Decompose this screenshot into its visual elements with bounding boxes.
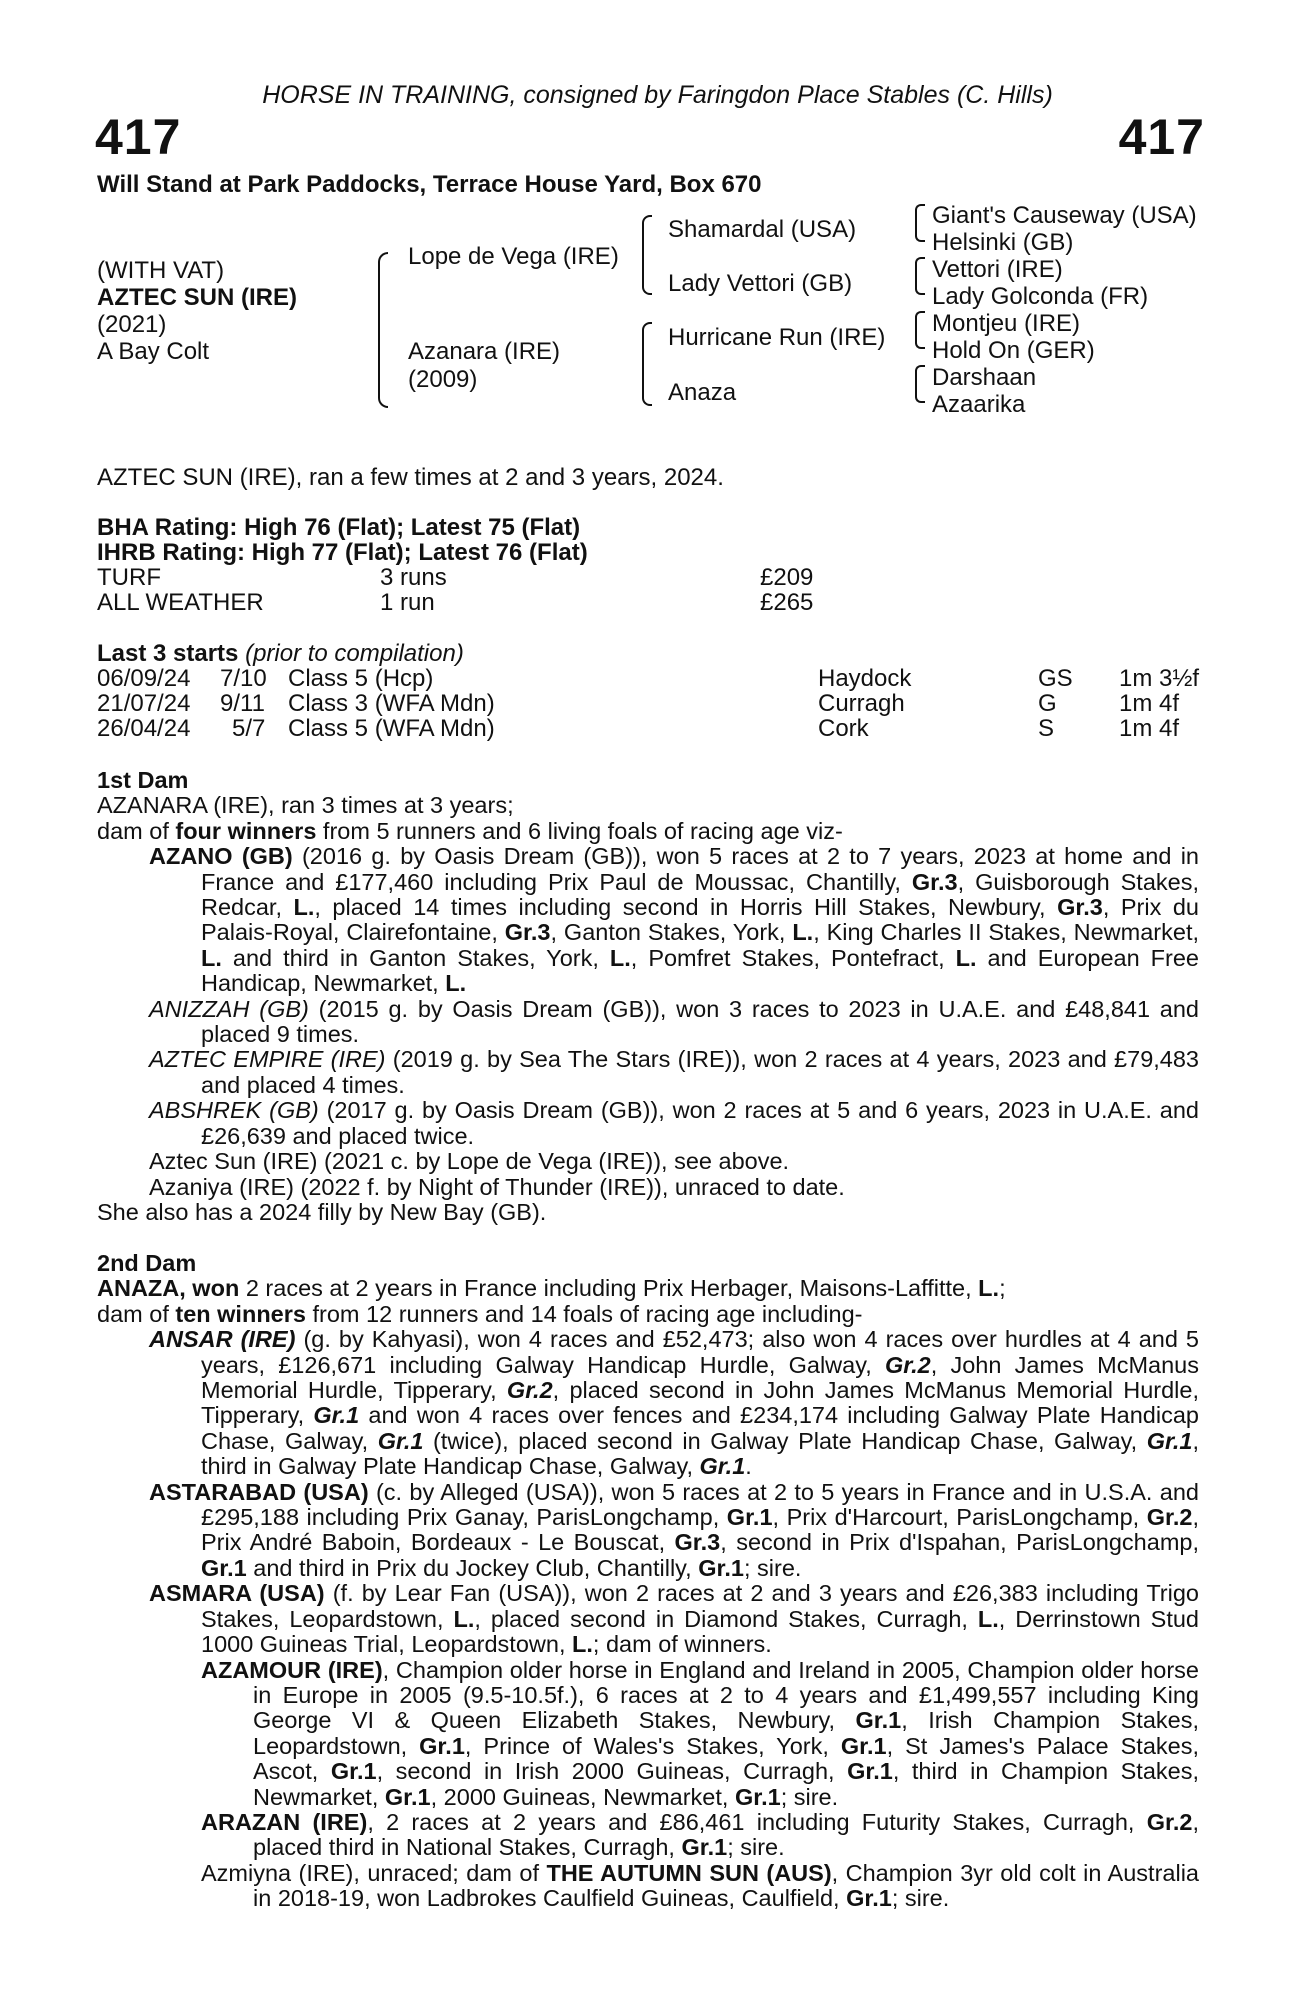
dam: Azanara (IRE)	[408, 338, 561, 365]
horse-name: AZTEC SUN (IRE)	[97, 284, 297, 311]
turf-earnings: £209	[760, 564, 814, 591]
grand-sire-2: Helsinki (GB)	[932, 229, 1074, 256]
grand-sire-6: Hold On (GER)	[932, 337, 1095, 364]
grand-sire-4: Lady Golconda (FR)	[932, 283, 1149, 310]
foal-azmiyna: Azmiyna (IRE), unraced; dam of THE AUTUMN SUN (AUS), Champion 3yr old colt in Australia in 2018-19, won Ladbrokes Caulfield Guineas, Caulfield, Gr.1; sire.	[201, 1859, 1199, 1912]
vat-note: (WITH VAT)	[97, 257, 225, 284]
anaza-record: ANAZA, won 2 races at 2 years in France including Prix Herbager, Maisons-Laffitte, L.;	[97, 1275, 1006, 1302]
anaza-progeny-line: dam of ten winners from 12 runners and 14 foals of racing age including-	[97, 1300, 863, 1327]
horse-identity	[97, 257, 297, 365]
table-row: 26/04/24 5/7 Class 5 (WFA Mdn) Cork S 1m 4f	[97, 715, 1180, 742]
foal-astarabad: ASTARABAD (USA) (c. by Alleged (USA)), won 5 races at 2 to 5 years in France and in U.S.A. and £295,188 including Prix Ganay, ParisLongchamp, Gr.1, Prix d'Harcourt, ParisLongchamp, Gr.2, Prix André Baboin, Bordeaux - Le Bouscat, Gr.3, second in Prix d'Ispahan, ParisLongchamp, Gr.1 and third in Prix du Jockey Club, Chantilly, Gr.1; sire.	[149, 1478, 1199, 1581]
foal-asmara: ASMARA (USA) (f. by Lear Fan (USA)), won 2 races at 2 and 3 years and £26,383 including Trigo Stakes, Leopardstown, L., placed second in Diamond Stakes, Curragh, L., Derrinstown Stud 1000 Guineas Trial, Leopardstown, L.; dam of winners.	[149, 1580, 1199, 1658]
aw-label: ALL WEATHER	[97, 589, 264, 616]
dam-year: (2009)	[408, 366, 478, 393]
foal-aztec-sun: Aztec Sun (IRE) (2021 c. by Lope de Vega (IRE)), see above.	[149, 1148, 790, 1175]
foal-azamour: AZAMOUR (IRE), Champion older horse in England and Ireland in 2005, Champion older horse in Europe in 2005 (9.5-10.5f.), 6 races at 2 to 4 years and £1,499,557 including King George VI & Queen Elizabeth Stakes, Newbury, Gr.1, Irish Champion Stakes, Leopardstown, Gr.1, Prince of Wales's Stakes, York, Gr.1, St James's Palace Stakes, Ascot, Gr.1, second in Irish 2000 Guineas, Curragh, Gr.1, third in Champion Stakes, Newmarket, Gr.1, 2000 Guineas, Newmarket, Gr.1; sire.	[201, 1656, 1200, 1810]
foal-ansar: ANSAR (IRE) (g. by Kahyasi), won 4 races and £52,473; also won 4 races over hurdles at 4 and 5 years, £126,671 including Galway Handicap Hurdle, Galway, Gr.2, John James McManus Memorial Hurdle, Tipperary, Gr.2, placed second in John James McManus Memorial Hurdle, Tipperary, Gr.1 and won 4 races over fences and £234,174 including Galway Plate Handicap Chase, Galway, Gr.1 (twice), placed second in Galway Plate Handicap Chase, Galway, Gr.1, third in Galway Plate Handicap Chase, Galway, Gr.1.	[149, 1326, 1200, 1480]
grand-sire-7: Darshaan	[932, 364, 1037, 391]
pedigree-brace-g1	[915, 204, 925, 242]
turf-label: TURF	[97, 564, 161, 591]
foal-aztec-empire: AZTEC EMPIRE (IRE) (2019 g. by Sea The Stars (IRE)), won 2 races at 4 years, 2023 and £79,483 and placed 4 times.	[149, 1046, 1200, 1098]
last-starts-heading: Last 3 starts (prior to compilation)	[97, 640, 464, 667]
dam-dam: Anaza	[668, 379, 737, 406]
foal-azano: AZANO (GB) (2016 g. by Oasis Dream (GB)), won 5 races at 2 to 7 years, 2023 at home and in France and £177,460 including Prix Paul de Moussac, Chantilly, Gr.3, Guisborough Stakes, Redcar, L., placed 14 times including second in Horris Hill Stakes, Newbury, Gr.3, Prix du Palais-Royal, Clairefontaine, Gr.3, Ganton Stakes, York, L., King Charles II Stakes, Newmarket, L. and third in Ganton Stakes, York, L., Pomfret Stakes, Pontefract, L. and European Free Handicap, Newmarket, L.	[149, 843, 1199, 997]
aw-earnings: £265	[760, 589, 814, 616]
first-dam-line2: dam of four winners from 5 runners and 6 living foals of racing age viz-	[97, 817, 843, 844]
racing-summary: AZTEC SUN (IRE), ran a few times at 2 and 3 years, 2024.	[97, 464, 724, 491]
foal-filly: She also has a 2024 filly by New Bay (GB).	[97, 1198, 547, 1225]
foal-anizzah: ANIZZAH (GB) (2015 g. by Oasis Dream (GB)), won 3 races to 2023 in U.A.E. and £48,841 and placed 9 times.	[149, 995, 1199, 1048]
table-row: 06/09/24 7/10 Class 5 (Hcp) Haydock GS 1m 3½f	[97, 665, 1200, 692]
pedigree-brace-g4	[915, 365, 925, 403]
grand-sire-3: Vettori (IRE)	[932, 256, 1063, 283]
first-dam-title: 1st Dam	[97, 767, 189, 793]
second-dam-section	[97, 1251, 1199, 1912]
bha-rating: BHA Rating: High 76 (Flat); Latest 75 (Flat)	[97, 514, 581, 541]
pedigree-brace-dam	[642, 322, 652, 406]
pedigree-brace-main	[378, 252, 388, 408]
stable-location: Will Stand at Park Paddocks, Terrace House Yard, Box 670	[97, 171, 762, 198]
lot-number-left: 417	[95, 109, 182, 165]
foal-abshrek: ABSHREK (GB) (2017 g. by Oasis Dream (GB)), won 2 races at 5 and 6 years, 2023 in U.A.E. and £26,639 and placed twice.	[149, 1097, 1199, 1149]
table-row: 21/07/24 9/11 Class 3 (WFA Mdn) Curragh G 1m 4f	[97, 690, 1180, 717]
horse-year: (2021)	[97, 311, 167, 338]
second-dam-title: 2nd Dam	[97, 1250, 197, 1276]
sire: Lope de Vega (IRE)	[408, 243, 619, 270]
first-dam-section	[97, 768, 1199, 1225]
dam-sire: Hurricane Run (IRE)	[668, 324, 886, 351]
pedigree-brace-g2	[915, 257, 925, 295]
lot-number-right: 417	[1118, 109, 1205, 165]
foal-arazan: ARAZAN (IRE), 2 races at 2 years and £86,461 including Futurity Stakes, Curragh, Gr.2, placed third in National Stakes, Curragh, Gr.1; sire.	[201, 1808, 1199, 1861]
first-dam-line1: AZANARA (IRE), ran 3 times at 3 years;	[97, 792, 514, 819]
grand-sire-8: Azaarika	[932, 391, 1026, 418]
aw-runs: 1 run	[380, 589, 435, 616]
sire-sire: Shamardal (USA)	[668, 216, 857, 243]
turf-runs: 3 runs	[380, 564, 447, 591]
grand-sire-1: Giant's Causeway (USA)	[932, 202, 1197, 229]
last-starts-table	[97, 666, 1207, 741]
ihrb-rating: IHRB Rating: High 77 (Flat); Latest 76 (Flat)	[97, 539, 588, 566]
consignment-header: HORSE IN TRAINING, consigned by Faringdon Place Stables (C. Hills)	[262, 81, 1053, 109]
sire-dam: Lady Vettori (GB)	[668, 270, 853, 297]
horse-description: A Bay Colt	[97, 338, 210, 365]
pedigree-brace-sire	[642, 215, 652, 295]
pedigree-brace-g3	[915, 311, 925, 349]
grand-sire-5: Montjeu (IRE)	[932, 310, 1081, 337]
foal-azaniya: Azaniya (IRE) (2022 f. by Night of Thunder (IRE)), unraced to date.	[149, 1173, 845, 1200]
